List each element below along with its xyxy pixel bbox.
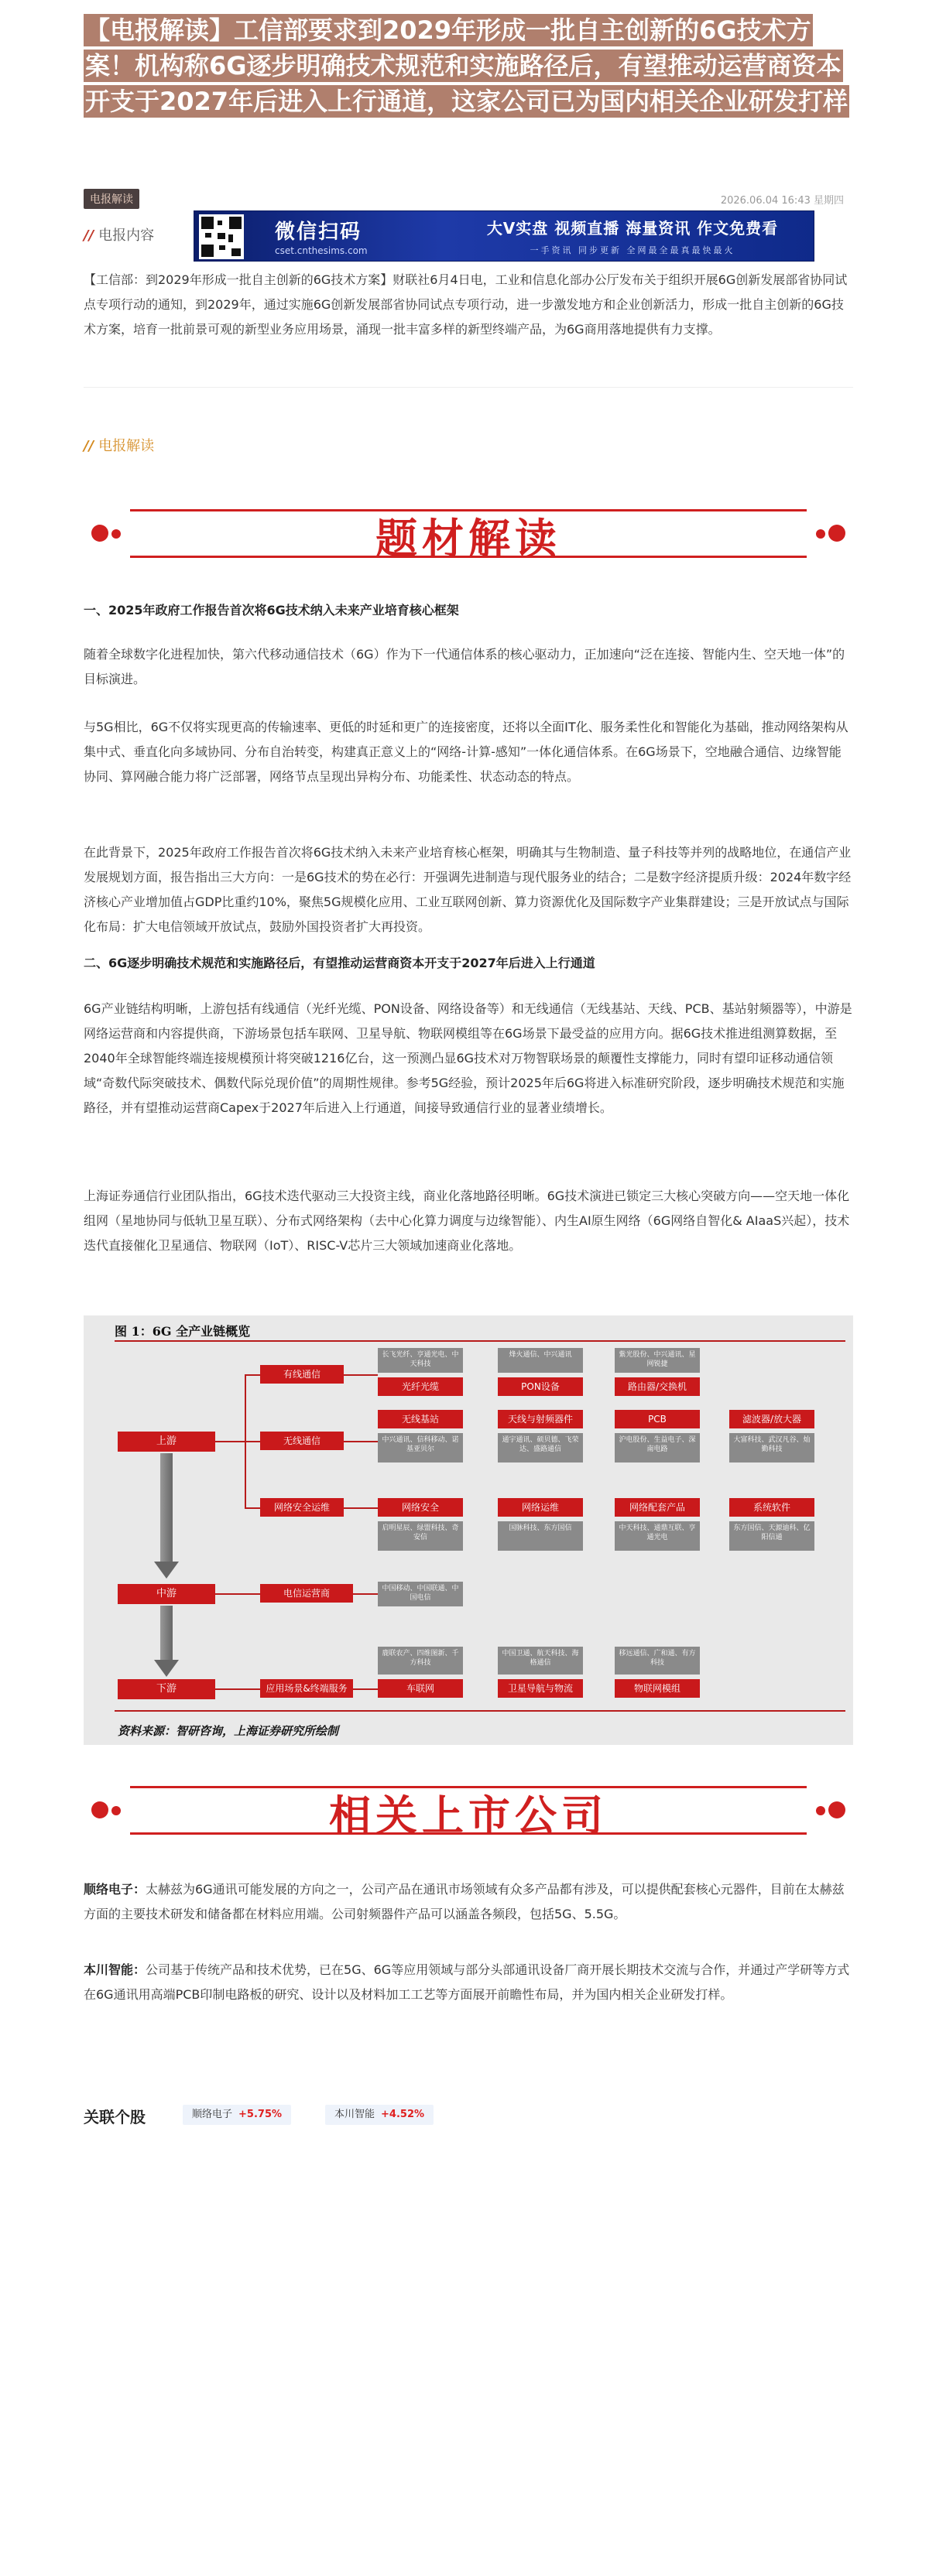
- company-box: 通宇通讯、硕贝德、飞荣达、盛路通信: [498, 1433, 583, 1462]
- product-box: 物联网模组: [615, 1679, 700, 1698]
- company-box: 沪电股份、生益电子、深南电路: [615, 1433, 700, 1462]
- product-box: 网络运维: [498, 1498, 583, 1517]
- product-box: 天线与射频器件: [498, 1410, 583, 1428]
- company-item: 本川智能：公司基于传统产品和技术优势，已在5G、6G等应用领域与部分头部通讯设备厂商开展长期技术交流与合作，并通过产学研等方式在6G通讯用高端PCB印制电路板的研究、设计以及材料加工工艺等方面展开前瞻性布局，并为国内相关企业研发打样。: [84, 1962, 850, 2002]
- section-marker-icon: //: [84, 438, 94, 454]
- company-box: 紫光股份、中兴通讯、星网锐捷: [615, 1348, 700, 1373]
- product-box: 路由器/交换机: [615, 1377, 700, 1396]
- sub-operator: 电信运营商: [260, 1584, 353, 1603]
- ad-banner[interactable]: [194, 210, 814, 262]
- company-box: 中兴通讯、信科移动、诺基亚贝尔: [378, 1433, 463, 1462]
- paragraph-2: 与5G相比，6G不仅将实现更高的传输速率、更低的时延和更广的连接密度，还将以全面IT化、服务柔性化和智能化为基础，推动网络架构从集中式、垂直化向多域协同、分布自治转变，构建真正意义上的“网络-计算-感知”一体化通信体系。在6G场景下，空地融合通信、边缘智能协同、算网融合能力将广泛部署，网络节点呈现出异构分布、功能柔性、状态动态的特点。: [84, 720, 848, 784]
- analysis-section-label: // 电报解读: [84, 438, 155, 454]
- product-box: 滤波器/放大器: [729, 1410, 814, 1428]
- company-box: 东方国信、天源迪科、亿阳信通: [729, 1521, 814, 1551]
- stock-name: 顺络电子: [192, 2109, 233, 2120]
- article-title: 【电报解读】工信部要求到2029年形成一批自主创新的6G技术方案！机构称6G逐步明确技术规范和实施路径后，有望推动运营商资本开支于2027年后进入上行通道，这家公司已为国内相关企业研发打样: [85, 15, 848, 116]
- figure-title: 图 1：6G 全产业链概览: [115, 1324, 251, 1339]
- ad-slogan: 大V实盘 视频直播 海量资讯 作文免费看: [486, 219, 779, 238]
- stock-change: +5.75%: [238, 2109, 283, 2120]
- company-box: 烽火通信、中兴通讯: [498, 1348, 583, 1373]
- ad-sub-slogan: 一手资讯 同步更新 全网最全最真最快最火: [530, 245, 735, 255]
- company-box: 中国卫通、航天科技、海格通信: [498, 1647, 583, 1675]
- company-desc: 公司基于传统产品和技术优势，已在5G、6G等应用领域与部分头部通讯设备厂商开展长期技术交流与合作，并通过产学研等方式在6G通讯用高端PCB印制电路板的研究、设计以及材料加工工艺等方面展开前瞻性布局，并为国内相关企业研发打样。: [84, 1962, 850, 2002]
- paragraph-5: 上海证券通信行业团队指出，6G技术迭代驱动三大投资主线，商业化落地路径明晰。6G技术演进已锁定三大核心突破方向——空天地一体化组网（星地协同与低轨卫星互联）、分布式网络架构（去中心化算力调度与边缘智能）、内生AI原生网络（6G网络自智化& AIaaS兴起），技术迭代直接催化卫星通信、物联网（IoT）、RISC-V芯片三大领域加速商业化落地。: [84, 1189, 850, 1253]
- stock-name: 本川智能: [334, 2109, 375, 2120]
- product-box: 系统软件: [729, 1498, 814, 1517]
- down-arrow-icon: [154, 1660, 179, 1677]
- ad-url: cset.cnthesims.com: [275, 245, 368, 256]
- heading-1: 一、2025年政府工作报告首次将6G技术纳入未来产业培育核心框架: [84, 603, 459, 617]
- company-box: 长飞光纤、亨通光电、中天科技: [378, 1348, 463, 1373]
- product-box: 车联网: [378, 1679, 463, 1698]
- company-item: 顺络电子：太赫兹为6G通讯可能发展的方向之一，公司产品在通讯市场领域有众多产品都有涉及，可以提供配套核心元器件，目前在太赫兹方面的主要技术研发和储备都在材料应用端。公司射频器件产品可以涵盖各频段，包括5G、5.5G。: [84, 1882, 845, 1921]
- ad-main-text: 微信扫码: [275, 221, 362, 244]
- company-box: 启明星辰、绿盟科技、奇安信: [378, 1521, 463, 1551]
- publish-time: 2026.06.04 16:43 星期四: [720, 195, 844, 207]
- telegraph-section-label: // 电报内容: [84, 227, 155, 244]
- company-name[interactable]: 顺络电子: [84, 1882, 134, 1897]
- company-name[interactable]: 本川智能: [84, 1962, 134, 1977]
- banner-title: 题材解读: [375, 514, 561, 563]
- product-box: 光纤光缆: [378, 1377, 463, 1396]
- company-desc: 太赫兹为6G通讯可能发展的方向之一，公司产品在通讯市场领域有众多产品都有涉及，可以提供配套核心元器件，目前在太赫兹方面的主要技术研发和储备都在材料应用端。公司射频器件产品可以涵盖各频段，包括5G、5.5G。: [84, 1882, 845, 1921]
- stage-downstream: 下游: [118, 1679, 215, 1699]
- product-box: 无线基站: [378, 1410, 463, 1428]
- telegraph-content: 【工信部：到2029年形成一批自主创新的6G技术方案】财联社6月4日电，工业和信息化部办公厅发布关于组织开展6G创新发展部省协同试点专项行动的通知，到2029年，通过实施6G创新发展部省协同试点专项行动，进一步激发地方和企业创新活力，形成一批自主创新的6G技术方案，培育一批前景可观的新型业务应用场景，涌现一批丰富多样的新型终端产品，为6G商用落地提供有力支撑。: [84, 272, 848, 337]
- stage-midstream: 中游: [118, 1584, 215, 1604]
- paragraph-4: 6G产业链结构明晰，上游包括有线通信（光纤光缆、PON设备、网络设备等）和无线通信（无线基站、天线、PCB、基站射频器等），中游是网络运营商和内容提供商，下游场景包括车联网、卫星导航、物联网模组等在6G场景下最受益的应用方向。据6G技术推进组测算数据，至2040年全球智能终端连接规模预计将突破1216亿台，这一预测凸显6G技术对万物智联场景的颠覆性支撑能力，同时有望印证移动通信领域“奇数代际突破技术、偶数代际兑现价值”的周期性规律。参考5G经验，预计2025年后6G将进入标准研究阶段，逐步明确技术规范和实施路径，并有望推动运营商Capex于2027年后进入上行通道，间接导致通信行业的显著业绩增长。: [84, 1001, 852, 1115]
- stock-change: +4.52%: [381, 2109, 425, 2120]
- company-box: 国脉科技、东方国信: [498, 1521, 583, 1551]
- company-box: 鹿联农产、四维图新、千方科技: [378, 1647, 463, 1675]
- company-box: 大富科技、武汉凡谷、灿勤科技: [729, 1433, 814, 1462]
- sub-security: 网络安全运维: [260, 1498, 344, 1517]
- product-box: 网络安全: [378, 1498, 463, 1517]
- company-box: 中天科技、通鼎互联、亨通光电: [615, 1521, 700, 1551]
- topic-analysis-banner: [84, 495, 853, 573]
- section-marker-icon: //: [84, 227, 94, 244]
- section-divider: [84, 387, 853, 388]
- industry-chain-figure: [84, 1315, 853, 1745]
- stock-chip[interactable]: [183, 2105, 291, 2125]
- related-companies-banner: [84, 1772, 853, 1849]
- heading-2: 二、6G逐步明确技术规范和实施路径后，有望推动运营商资本开支于2027年后进入上行通道: [84, 956, 595, 970]
- qr-code-icon: [199, 214, 244, 259]
- company-box: 移远通信、广和通、有方科技: [615, 1647, 700, 1675]
- stage-upstream: 上游: [118, 1432, 215, 1452]
- paragraph-1: 随着全球数字化进程加快，第六代移动通信技术（6G）作为下一代通信体系的核心驱动力，正加速向“泛在连接、智能内生、空天地一体”的目标演进。: [84, 647, 845, 686]
- product-box: PON设备: [498, 1377, 583, 1396]
- sub-wireless: 无线通信: [260, 1432, 344, 1450]
- product-box: PCB: [615, 1410, 700, 1428]
- category-tag[interactable]: 电报解读: [84, 189, 139, 209]
- related-stocks-label: 关联个股: [84, 2108, 146, 2126]
- product-box: 卫星导航与物流: [498, 1679, 583, 1698]
- figure-source: 资料来源：智研咨询，上海证券研究所绘制: [118, 1724, 339, 1738]
- stock-chip[interactable]: [325, 2105, 434, 2125]
- paragraph-3: 在此背景下，2025年政府工作报告首次将6G技术纳入未来产业培育核心框架，明确其与生物制造、量子科技等并列的战略地位，在通信产业发展规划方面，报告指出三大方向：一是6G技术的势在必行：开强调先进制造与现代服务业的结合；二是数字经济提质升级：2024年数字经济核心产业增加值占GDP比重约10%，聚焦5G规模化应用、工业互联网创新、算力资源优化及国际数字产业集群建设；三是开放试点与国际化布局：扩大电信领域开放试点，鼓励外国投资者扩大再投资。: [84, 845, 852, 934]
- sub-downstream: 应用场景&终端服务: [260, 1679, 353, 1698]
- sub-wired: 有线通信: [260, 1365, 344, 1384]
- down-arrow-icon: [154, 1562, 179, 1579]
- product-box: 网络配套产品: [615, 1498, 700, 1517]
- company-box: 中国移动、中国联通、中国电信: [378, 1582, 463, 1606]
- banner-title: 相关上市公司: [329, 1791, 608, 1840]
